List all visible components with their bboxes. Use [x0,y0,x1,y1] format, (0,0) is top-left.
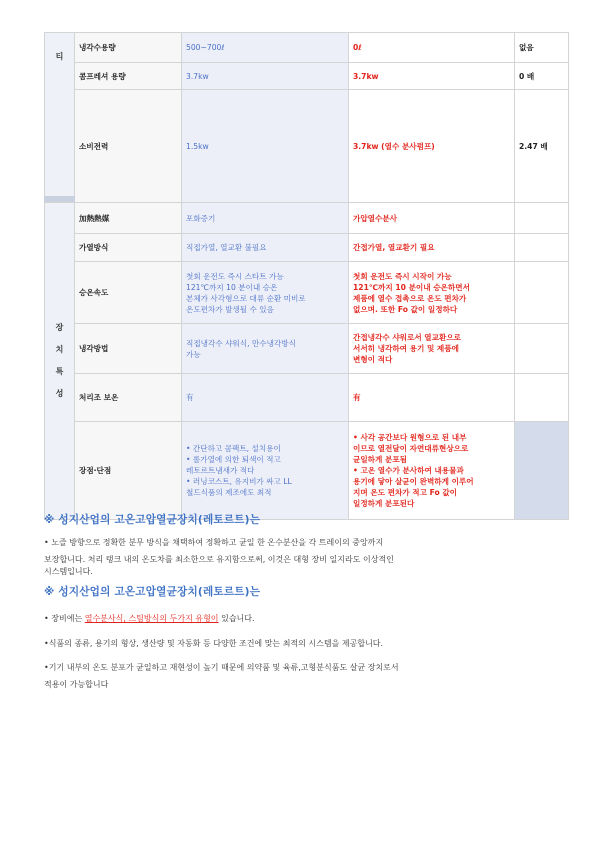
section-1 [44,512,568,579]
paragraph-line: 적용이 가능합니다 [44,679,109,689]
new-line: • 고온 열수가 분사하여 내용물과 [353,466,464,475]
bullet-equipment-types [44,613,568,626]
new-value [349,324,515,374]
current-line: • 간단하고 콤팩트, 설치용이 [186,444,281,453]
current-value: 3.7kw [182,63,349,90]
category-char: 장 [55,323,64,332]
new-value [349,262,515,324]
new-line: 일정하게 분포된다 [353,499,415,508]
new-line: 균일하게 분포됨 [353,455,407,464]
new-line: 간접가열, 열교환기 필요 [353,243,435,252]
new-line: 용기에 닿아 살균이 완벽하게 이루어 [353,477,474,486]
bullet-text: • 장비에는 [44,614,85,623]
current-line: 가능 [186,349,201,359]
bullet-optimal-system: •식품의 종류, 용기의 형상, 생산량 및 자동화 등 다양한 조건에 맞는 최적의 시스템을 제공합니다. [44,638,384,648]
new-line: 변형이 적다 [353,355,393,364]
current-line: 직접냉각수 샤워식, 만수냉각방식 [186,338,296,348]
current-line: 직접가열, 열교환 불필요 [186,243,267,252]
current-value [182,262,349,324]
category-cell-bottom [45,203,75,520]
new-value: 3.7kw (열수 분사펌프) [349,90,515,203]
category-separator [44,196,75,202]
bullet-temperature [44,662,568,691]
ratio-shaded [515,422,569,520]
ratio-empty [515,262,569,324]
row-item-label: 加熱熱媒 [75,203,182,234]
section-1-paragraph [44,537,568,579]
new-line: 121℃까지 10 분이내 승온하면서 [353,282,470,292]
table-row [45,324,569,374]
paragraph-line: • 노즐 방향으로 정확한 분무 방식을 채택하여 정확하고 균일 한 온수분산을 각 트레이의 중앙까지 [44,538,384,547]
current-value [182,324,349,374]
category-label-top: 티 [55,52,64,61]
table-row [45,422,569,520]
category-char: 치 [55,345,64,354]
current-value [182,422,349,520]
section-2-heading: ※ 성지산업의 고온고압열균장치(레토르트)는 [44,586,261,598]
row-item-label: 냉각수용량 [75,33,182,63]
row-item-label: 처리조 보온 [75,374,182,422]
current-value [182,203,349,234]
table-row [45,90,569,203]
section-2 [44,584,568,691]
new-line: 지며 온도 편차가 적고 Fo 값이 [353,488,458,497]
new-value: 3.7kw [349,63,515,90]
new-value [349,234,515,262]
current-line: 포화증기 [186,213,216,223]
row-item-label: 냉각방법 [75,324,182,374]
ratio-empty [515,374,569,422]
current-line: 철드식품의 제조에도 최적 [186,488,272,497]
current-value: 1.5kw [182,90,349,203]
highlighted-types: 열수분사식, 스팀방식의 두가지 유형이 [84,614,219,623]
current-value: 500~700ℓ [182,33,349,63]
new-line: 이므로 열전달이 자연대류현상으로 [353,444,469,453]
paragraph-line: 보장합니다. 처리 탱크 내의 온도차를 최소한으로 유지함으로써, 이것은 대형 장비 일지라도 이상적인 [44,554,394,564]
paragraph-line: 시스템입니다. [44,567,93,576]
row-item-label: 콤프레셔 용량 [75,63,182,90]
table-row [45,234,569,262]
current-line: 有 [186,393,194,402]
table-row [45,374,569,422]
current-value [182,374,349,422]
new-line: • 사각 공간보다 원형으로 된 내부 [353,433,467,442]
current-value [182,234,349,262]
new-line: 제품에 열수 접촉으로 온도 편차가 [353,293,467,303]
new-line: 첫회 운전도 즉시 시작이 가능 [353,271,452,281]
current-line: 레토르트냄새가 적다 [186,466,255,475]
table-row [45,33,569,63]
new-value [349,203,515,234]
row-item-label: 장점·단점 [75,422,182,520]
new-value: 0ℓ [349,33,515,63]
current-line: 121℃까지 10 분이내 승온 [186,282,278,292]
new-line: 간접냉각수 샤워로서 열교환으로 [353,333,461,342]
bullet-text: 있습니다. [218,614,255,623]
ratio-empty [515,234,569,262]
ratio-empty [515,203,569,234]
current-line: 첫회 운전도 즉시 스타트 가능 [186,271,284,281]
new-line: 가압열수분사 [353,213,398,223]
new-value [349,374,515,422]
section-1-heading: ※ 성지산업의 고온고압열균장치(레토르트)는 [44,514,261,526]
table-row [45,63,569,90]
new-line: 서서히 냉각하여 용기 및 제품에 [353,344,459,353]
current-line: 본체가 사각형으로 대류 순환 미비로 [186,293,306,303]
new-value [349,422,515,520]
current-line: • 롤가열에 의한 퇴색이 적고 [186,455,281,464]
category-char: 특 [55,367,64,376]
comparison-table [44,32,569,520]
ratio-value: 2.47 배 [515,90,569,203]
current-line: 온도편차가 발생될 수 있음 [186,304,274,314]
new-line: 有 [353,393,361,402]
current-line: • 러닝코스트, 유지비가 싸고 LL [186,477,292,486]
ratio-value: 없음 [515,33,569,63]
row-item-label: 승온속도 [75,262,182,324]
row-item-label: 가열방식 [75,234,182,262]
table-row [45,203,569,234]
category-char: 성 [55,389,64,398]
ratio-value: 0 배 [515,63,569,90]
row-item-label: 소비전력 [75,90,182,203]
spec-table-wrapper [44,32,568,520]
ratio-empty [515,324,569,374]
table-row [45,262,569,324]
new-line: 없으며. 또한 Fo 값이 일정하다 [353,304,458,314]
category-cell-top [45,33,75,203]
paragraph-line: •기기 내부의 온도 분포가 균일하고 재현성이 높기 때문에 의약품 및 육류,고형분식품도 살균 장치로서 [44,663,399,672]
